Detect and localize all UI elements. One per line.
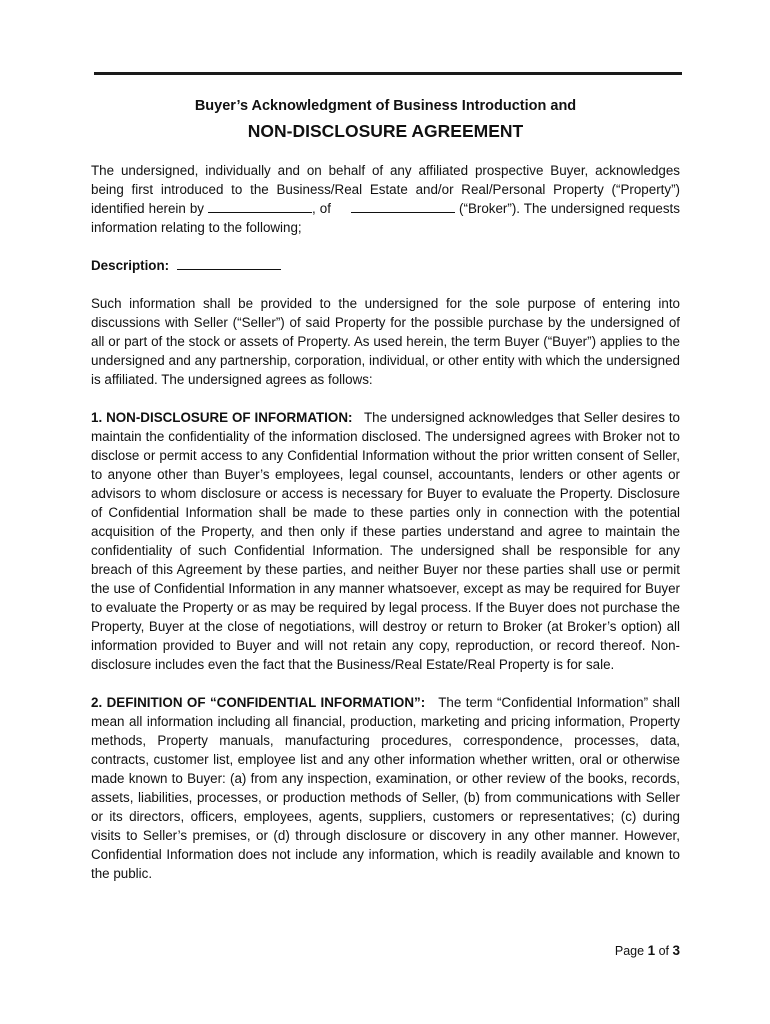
section-1-text: The undersigned acknowledges that Seller desires to maintain the confidentiality of the information disclosed. The undersigned agrees with Broker not to disclose or permit access to any Confidential Information without the prior written consent of Seller, to anyone other than Buyer’s employees, legal counsel, accountants, lenders or other agents or advisors to whom disclosure or access is necessary for Buyer to evaluate the Property. Disclosure of Confidential Information shall be made to these parties only in connection with the potential acquisition of the Property, and then only if these parties understand and agree to maintain the confidentiality of such Confidential Information. The undersigned shall be responsible for any breach of this Agreement by these parties, and neither Buyer nor these parties shall use or permit the use of Confidential Information in any manner whatsoever, except as may be required for Buyer to evaluate the Property or as may be required by legal process. If the Buyer does not purchase the Property, Buyer at the close of negotiations, will destroy or return to Broker (at Broker’s option) all information provided to Buyer and will not retain any copy, reproduction, or record thereof. Non-disclosure includes even the fact that the Business/Real Estate/Real Property is for sale. (91, 410, 681, 672)
total-pages-number: 3 (672, 943, 680, 958)
top-rule (94, 72, 682, 75)
description-line (91, 256, 680, 275)
page-label: Page (614, 944, 645, 958)
of-label: of (658, 944, 669, 958)
purpose-paragraph: Such information shall be provided to the undersigned for the sole purpose of entering into discussions with Seller (“Seller”) of said Property for the possible purchase by the undersigned of all or part of the stock or assets of Property. As used herein, the term Buyer (“Buyer”) applies to the undersigned and any partnership, corporation, individual, or other entity with which the undersigned is affiliated. The undersigned agrees as follows: (91, 296, 680, 387)
section-2-text: The term “Confidential Information” shall mean all information including all financial, production, marketing and pricing information, Property methods, Property manuals, manufacturing procedures, correspondence, processes, data, contracts, customer list, employee list and any other information whether written, oral or otherwise made known to Buyer: (a) from any inspection, examination, or other review of the books, records, assets, liabilities, processes, or production methods of Seller, (b) from communications with Seller or its directors, officers, employees, agents, suppliers, customers or representatives; (c) during visits to Seller’s premises, or (d) through disclosure or discovery in any other manner. However, Confidential Information does not include any information, which is readily available and known to the public. (91, 695, 681, 881)
introducer-blank[interactable] (208, 199, 312, 213)
document-body (91, 96, 680, 902)
intro-paragraph (91, 161, 680, 237)
description-blank[interactable] (177, 256, 281, 270)
section-2-heading: 2. DEFINITION OF “CONFIDENTIAL INFORMATION”: (91, 695, 426, 710)
section-2-paragraph (91, 693, 680, 883)
section-1-heading: 1. NON-DISCLOSURE OF INFORMATION: (91, 410, 353, 425)
section-1-paragraph (91, 408, 680, 674)
intro-text-c: (“Broker”). The undersigned requests information relating to the following; (91, 201, 680, 235)
intro-text-a: The undersigned, individually and on behalf of any affiliated prospective Buyer, acknowledges being first introduced to the Business/Real Estate and/or Real/Personal Property (“Property”) identified herein by (91, 163, 680, 216)
current-page-number: 1 (647, 943, 656, 958)
intro-text-b: , of (312, 201, 335, 216)
page-title: NON-DISCLOSURE AGREEMENT (247, 121, 524, 141)
page-number-footer (615, 943, 680, 958)
description-label: Description: (91, 258, 170, 273)
broker-blank[interactable] (351, 199, 455, 213)
title-subheading: Buyer’s Acknowledgment of Business Introduction and (194, 98, 577, 114)
